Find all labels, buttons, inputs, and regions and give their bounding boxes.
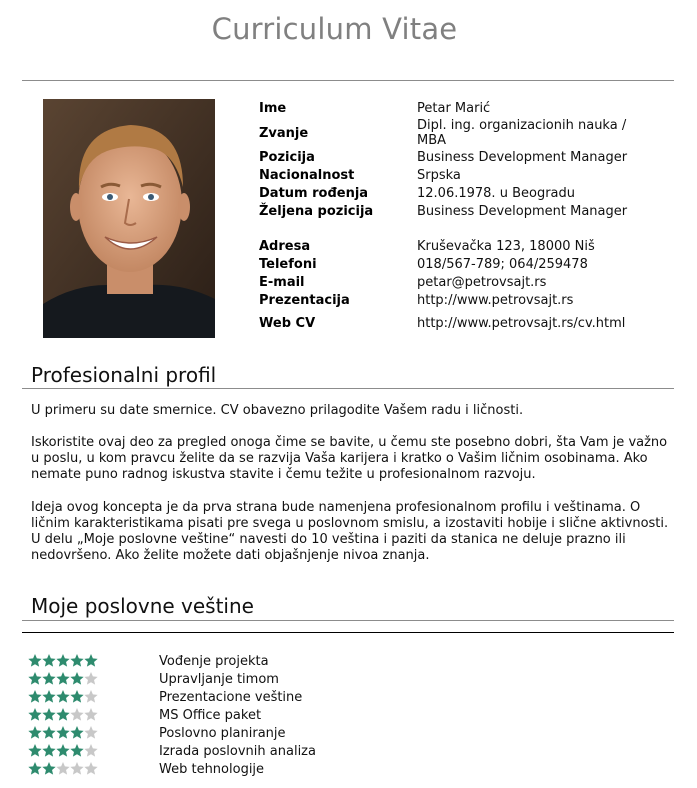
- info-value: Dipl. ing. organizacionih nauka / MBA: [417, 118, 627, 148]
- star-filled-icon: [70, 672, 83, 685]
- skill-rating-stars: [28, 743, 108, 759]
- email-link[interactable]: petar@petrovsajt.rs: [417, 275, 547, 290]
- skill-rating-stars: [28, 707, 108, 723]
- skill-rating-stars: [28, 653, 108, 669]
- webcv-link[interactable]: http://www.petrovsajt.rs/cv.html: [417, 316, 626, 331]
- skill-name: MS Office paket: [159, 708, 262, 723]
- star-filled-icon: [84, 654, 97, 667]
- skills-heading: Moje poslovne veštine: [31, 594, 254, 618]
- star-filled-icon: [70, 726, 83, 739]
- skill-name: Vođenje projekta: [159, 654, 269, 669]
- skill-item: [28, 653, 628, 671]
- info-label: Prezentacija: [259, 293, 350, 308]
- star-filled-icon: [28, 654, 41, 667]
- star-filled-icon: [42, 762, 55, 775]
- info-label: Nacionalnost: [259, 168, 355, 183]
- info-label: Datum rođenja: [259, 186, 369, 201]
- skill-name: Poslovno planiranje: [159, 726, 286, 741]
- star-filled-icon: [56, 672, 69, 685]
- info-value: Business Development Manager: [417, 204, 628, 219]
- page-title: Curriculum Vitae: [211, 12, 458, 46]
- skill-name: Prezentacione veštine: [159, 690, 303, 705]
- info-value: Kruševačka 123, 18000 Niš: [417, 239, 595, 254]
- info-label: Web CV: [259, 316, 316, 331]
- star-empty-icon: [70, 708, 83, 721]
- title-divider: [22, 80, 674, 81]
- star-filled-icon: [56, 744, 69, 757]
- skill-item: [28, 725, 628, 743]
- star-filled-icon: [28, 690, 41, 703]
- portrait-image: [43, 99, 215, 338]
- star-empty-icon: [84, 726, 97, 739]
- info-label: Adresa: [259, 239, 311, 254]
- star-filled-icon: [28, 672, 41, 685]
- star-filled-icon: [42, 672, 55, 685]
- skill-item: [28, 743, 628, 761]
- star-filled-icon: [42, 690, 55, 703]
- star-empty-icon: [70, 762, 83, 775]
- star-filled-icon: [42, 726, 55, 739]
- profile-photo: [43, 99, 215, 338]
- profile-divider: [22, 388, 674, 389]
- skills-divider-dark: [22, 632, 674, 633]
- info-label: Pozicija: [259, 150, 315, 165]
- skill-rating-stars: [28, 689, 108, 705]
- skill-rating-stars: [28, 725, 108, 741]
- skill-name: Web tehnologije: [159, 762, 265, 777]
- star-filled-icon: [56, 708, 69, 721]
- info-label: Telefoni: [259, 257, 317, 272]
- info-value: Srpska: [417, 168, 461, 183]
- skill-rating-stars: [28, 761, 108, 777]
- star-filled-icon: [56, 654, 69, 667]
- skill-rating-stars: [28, 671, 108, 687]
- star-filled-icon: [56, 726, 69, 739]
- star-filled-icon: [42, 654, 55, 667]
- star-filled-icon: [70, 744, 83, 757]
- star-filled-icon: [42, 744, 55, 757]
- skill-name: Upravljanje timom: [159, 672, 279, 687]
- star-filled-icon: [70, 690, 83, 703]
- info-label: Željena pozicija: [259, 204, 374, 219]
- star-empty-icon: [84, 690, 97, 703]
- skill-item: [28, 761, 628, 779]
- info-value: 018/567-789; 064/259478: [417, 257, 588, 272]
- star-filled-icon: [28, 744, 41, 757]
- star-filled-icon: [56, 690, 69, 703]
- star-empty-icon: [56, 762, 69, 775]
- star-filled-icon: [28, 726, 41, 739]
- profile-paragraph: U primeru su date smernice. CV obavezno prilagodite Vašem radu i ličnosti.: [31, 403, 524, 418]
- info-label: E-mail: [259, 275, 305, 290]
- info-value: Business Development Manager: [417, 150, 628, 165]
- skill-item: [28, 689, 628, 707]
- info-label: Zvanje: [259, 126, 309, 141]
- info-value: Petar Marić: [417, 101, 491, 116]
- star-filled-icon: [28, 762, 41, 775]
- star-empty-icon: [84, 708, 97, 721]
- star-filled-icon: [70, 654, 83, 667]
- star-empty-icon: [84, 744, 97, 757]
- profile-paragraph: Iskoristite ovaj deo za pregled onoga čime se bavite, u čemu ste posebno dobri, šta Vam je važno u poslu, u kom pravcu želite da se razvija Vaša karijera i kratko o Vašim ličnim osobinama. Ako nemate puno radnog iskustva stavite i čemu težite u profesionalnom razvoju.: [31, 435, 668, 482]
- skill-name: Izrada poslovnih analiza: [159, 744, 316, 759]
- info-label: Ime: [259, 101, 287, 116]
- info-value: 12.06.1978. u Beogradu: [417, 186, 575, 201]
- skill-item: [28, 671, 628, 689]
- star-empty-icon: [84, 672, 97, 685]
- profile-paragraph: Ideja ovog koncepta je da prva strana bude namenjena profesionalnom profilu i veštinama. O ličnim karakteristikama pisati pre svega u poslovnom smislu, a izostaviti hobije i slične aktivnosti. U delu „Moje poslovne veštine“ navesti do 10 veština i paziti da stanica ne deluje prazno ili nedovršeno. Ako želite možete dati objašnjenje nivoa znanja.: [31, 500, 669, 563]
- profile-heading: Profesionalni profil: [31, 363, 217, 387]
- website-link[interactable]: http://www.petrovsajt.rs: [417, 293, 574, 308]
- star-filled-icon: [42, 708, 55, 721]
- star-empty-icon: [84, 762, 97, 775]
- skill-item: [28, 707, 628, 725]
- skills-divider: [22, 620, 674, 621]
- star-filled-icon: [28, 708, 41, 721]
